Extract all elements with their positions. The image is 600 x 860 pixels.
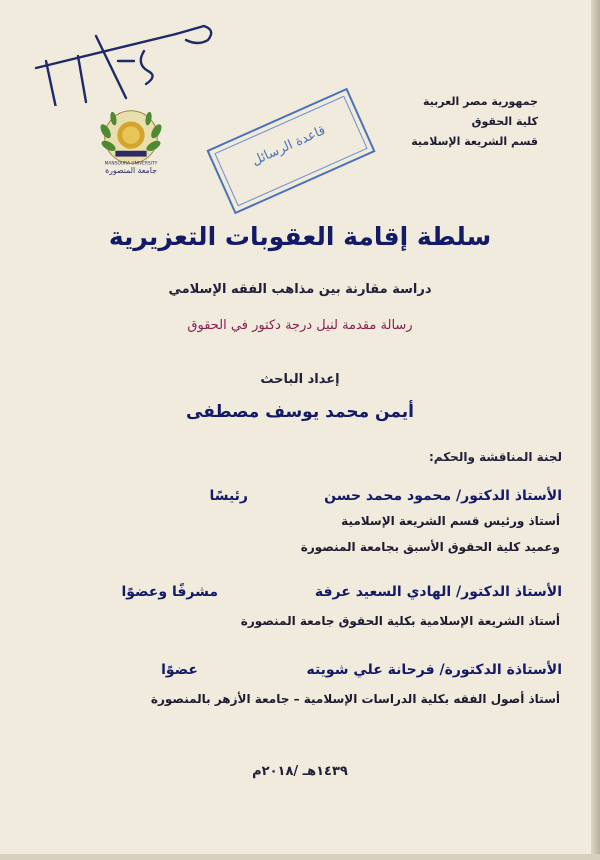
thesis-subtitle: دراسة مقارنة بين مذاهب الفقه الإسلامي — [168, 282, 432, 297]
logo-arabic-text: جامعة المنصورة — [105, 166, 157, 176]
member-name: الأستاذة الدكتورة/ فرحانة علي شويته — [306, 662, 562, 678]
header-faculty: كلية الحقوق — [471, 115, 538, 128]
thesis-title: سلطة إقامة العقوبات التعزيرية — [108, 222, 492, 251]
member-position: أستاذ الشريعة الإسلامية بكلية الحقوق جامعة المنصورة — [240, 614, 560, 628]
logo-english-text: MANSOURA UNIVERSITY — [104, 161, 158, 167]
header-country: جمهورية مصر العربية — [423, 95, 538, 108]
thesis-date: ١٤٣٩هـ /٢٠١٨م — [252, 764, 348, 779]
member-role: عضوًا — [161, 662, 198, 678]
member-role: رئيسًا — [209, 488, 248, 504]
researcher-name: أيمن محمد يوسف مصطفى — [186, 402, 414, 422]
member-name: الأستاذ الدكتور/ الهادي السعيد عرفة — [314, 584, 562, 600]
stamp-text: قاعدة الرسائل — [249, 123, 328, 169]
page-edge-shadow — [591, 0, 600, 860]
university-seal-icon — [92, 102, 170, 180]
member-name: الأستاذ الدكتور/ محمود محمد حسن — [324, 488, 562, 504]
member-position: وعميد كلية الحقوق الأسبق بجامعة المنصورة — [300, 540, 560, 554]
degree-statement: رسالة مقدمة لنيل درجة دكتور في الحقوق — [187, 318, 413, 333]
member-role: مشرفًا وعضوًا — [121, 584, 218, 600]
page-bottom-edge — [0, 854, 600, 860]
committee-label: لجنة المناقشة والحكم: — [428, 450, 562, 464]
member-position: أستاذ ورئيس قسم الشريعة الإسلامية — [341, 514, 560, 528]
header-department: قسم الشريعة الإسلامية — [411, 135, 538, 148]
member-position: أستاذ أصول الفقه بكلية الدراسات الإسلامية – جامعة الأزهر بالمنصورة — [150, 692, 560, 706]
prepared-by-label: إعداد الباحث — [260, 372, 340, 387]
library-stamp — [206, 88, 375, 215]
handwritten-number — [26, 16, 226, 106]
